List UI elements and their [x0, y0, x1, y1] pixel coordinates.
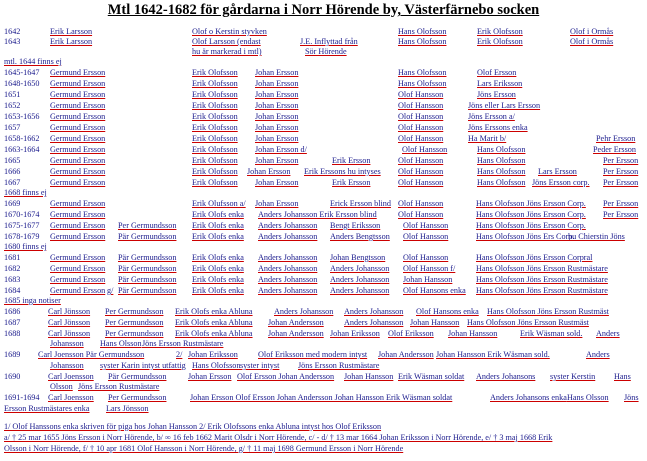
- name-cell: Hans Olsson: [100, 339, 142, 348]
- name-cell: Olof Hansson: [398, 167, 444, 176]
- name-cell: Hans Olofsson: [398, 37, 447, 46]
- name-cell: Anders: [596, 329, 620, 338]
- table-row: [0, 178, 647, 188]
- name-cell: Johan Hansson: [344, 372, 394, 381]
- name-cell: Germund Ersson: [50, 221, 106, 230]
- name-cell: Erik Olofsson: [192, 101, 238, 110]
- name-cell: Erick Ersson blind: [330, 199, 391, 208]
- name-cell: Hans Olofsson: [398, 27, 447, 36]
- name-cell: Hans Olofsson Jöns Ersson Rustmästare: [476, 275, 608, 284]
- name-cell: Per Germundsson: [105, 329, 164, 338]
- name-cell: Anders Johansson: [274, 307, 334, 316]
- year-cell: 1688: [4, 329, 21, 338]
- name-cell: Hans Olofsson Jöns Ersson Rustmästare: [476, 264, 608, 273]
- name-cell: Erik Olofs enka: [192, 232, 244, 241]
- year-cell: 1666: [4, 167, 21, 176]
- name-cell: Jöns Ersson Rustmästare: [78, 382, 160, 391]
- name-cell: Olsson: [50, 382, 73, 391]
- table-row: [0, 296, 647, 306]
- table-row: [0, 79, 647, 89]
- name-cell: Olof Larsson (endast: [192, 37, 261, 46]
- name-cell: Hans Olofsson: [398, 79, 447, 88]
- name-cell: Hans Olofsson Jöns Ersson Corpral: [476, 253, 593, 262]
- name-cell: Olof o Kerstin styvken: [192, 27, 267, 36]
- name-cell: Hans Olofsson: [398, 68, 447, 77]
- table-row: [0, 242, 647, 252]
- table-row: [0, 275, 647, 285]
- table-row: [0, 68, 647, 78]
- name-cell: Pehr Ersson: [596, 134, 636, 143]
- name-cell: Olof Ersson Johan Andersson: [237, 372, 335, 381]
- year-cell: 1652: [4, 101, 21, 110]
- name-cell: Lars Ersson: [538, 167, 577, 176]
- name-cell: Johan Andersson: [378, 350, 434, 359]
- name-cell: Pär Germundsson: [118, 253, 177, 262]
- table-row: [0, 253, 647, 263]
- name-cell: Germund Ersson: [50, 79, 106, 88]
- name-cell: Pär Germundsson: [118, 286, 177, 295]
- name-cell: Lars Jönsson: [106, 404, 149, 413]
- name-cell: Olof i Ormås: [570, 37, 614, 46]
- name-cell: Johan Bengtsson: [330, 253, 386, 262]
- year-cell: 1687: [4, 318, 21, 327]
- name-cell: Hans Olsson: [567, 393, 609, 402]
- name-cell: Erik Olofs enka: [192, 286, 244, 295]
- name-cell: Erik Olofsson: [192, 134, 238, 143]
- year-cell: 1691-1694: [4, 393, 40, 402]
- year-cell: 1681: [4, 253, 21, 262]
- name-cell: Anders Johansson: [258, 253, 318, 262]
- name-cell: Germund Ersson: [50, 275, 106, 284]
- name-cell: Anders Johansson: [330, 286, 390, 295]
- name-cell: Jöns Ersson Rustmästare: [142, 339, 224, 348]
- table-row: [0, 188, 647, 198]
- name-cell: Anders Johansson: [258, 232, 318, 241]
- name-cell: Olof Hansson: [402, 145, 448, 154]
- name-cell: Olof Hansson: [403, 221, 449, 230]
- name-cell: Jöns Ersson Rustmästare: [298, 361, 380, 370]
- name-cell: syster intyst: [240, 361, 280, 370]
- name-cell: Hans Olofsson Jöns Ersson Rustmäst: [467, 318, 589, 327]
- name-cell: Olof Hansson: [398, 210, 444, 219]
- name-cell: Johan Hansson: [403, 275, 453, 284]
- name-cell: Erik Olofs enka: [192, 221, 244, 230]
- year-cell: 1651: [4, 90, 21, 99]
- name-cell: Johan Eriksson: [330, 329, 380, 338]
- name-cell: mtl. 1644 finns ej: [4, 57, 62, 66]
- year-cell: 1663-1664: [4, 145, 40, 154]
- name-cell: Anders Bengtsson: [330, 232, 390, 241]
- name-cell: Olof Hansson: [398, 156, 444, 165]
- name-cell: Pär Germundsson: [108, 372, 167, 381]
- name-cell: Carl Jönsson: [48, 318, 91, 327]
- name-cell: Anders Johansson: [258, 264, 318, 273]
- name-cell: Jöns Ersson a/: [468, 112, 515, 121]
- name-cell: Germund Ersson: [50, 68, 106, 77]
- name-cell: Olof Hansson: [398, 90, 444, 99]
- name-cell: Anders Johansons: [476, 372, 536, 381]
- name-cell: Per Germundsson: [105, 318, 164, 327]
- year-cell: 1658-1662: [4, 134, 40, 143]
- name-cell: Johan Ersson: [188, 372, 232, 381]
- name-cell: Sör Hörende: [305, 47, 347, 56]
- name-cell: Anders Johansson: [258, 286, 318, 295]
- name-cell: Per Ersson: [603, 199, 639, 208]
- name-cell: Johan Ersson: [255, 199, 299, 208]
- name-cell: Erik Olofs enka: [192, 275, 244, 284]
- name-cell: Erik Larsson: [50, 37, 93, 46]
- year-cell: 1684: [4, 286, 21, 295]
- name-cell: Per Germundsson: [118, 221, 177, 230]
- table-row: [0, 37, 647, 47]
- name-cell: Germund Ersson: [50, 101, 106, 110]
- name-cell: Olof Hansons enka: [416, 307, 479, 316]
- table-row: [0, 145, 647, 155]
- name-cell: Olof Hansson: [403, 253, 449, 262]
- year-cell: 1643: [4, 37, 21, 46]
- name-cell: Peder Ersson: [593, 145, 636, 154]
- name-cell: Anders Johansons enka: [490, 393, 567, 402]
- name-cell: Hans Olofsson: [477, 156, 526, 165]
- name-cell: Jöns: [624, 393, 639, 402]
- name-cell: Carl Joensson: [48, 372, 94, 381]
- name-cell: Germund Ersson: [50, 264, 106, 273]
- name-cell: Olof Ersson: [477, 68, 517, 77]
- year-cell: 1689: [4, 350, 21, 359]
- name-cell: Johan Ersson d/: [255, 145, 307, 154]
- name-cell: Johan Ersson: [255, 123, 299, 132]
- year-cell: 1665: [4, 156, 21, 165]
- name-cell: Germund Ersson: [50, 90, 106, 99]
- name-cell: Per Ersson: [603, 167, 639, 176]
- name-cell: Johan Ersson: [255, 178, 299, 187]
- name-cell: Carl Joensson: [48, 393, 94, 402]
- name-cell: 2/: [176, 350, 183, 359]
- name-cell: Olof Hansson: [398, 112, 444, 121]
- name-cell: Jöns Erssons enka: [468, 123, 528, 132]
- name-cell: Per Ersson: [603, 178, 639, 187]
- name-cell: Jöns Ersson corp.: [532, 178, 590, 187]
- name-cell: g/: [107, 286, 114, 295]
- name-cell: Anders Johansson: [258, 221, 318, 230]
- name-cell: Erik Olofsson: [192, 167, 238, 176]
- table-row: [0, 318, 647, 328]
- footnote-line: 1/ Olof Hanssons enka skriven för piga hos Johan Hansson 2/ Erik Olofssons enka Abluna intyst hos Olof Eriksson: [4, 422, 382, 431]
- name-cell: Erik Ersson: [332, 156, 371, 165]
- name-cell: Jöns eller Lars Ersson: [468, 101, 541, 110]
- name-cell: Hans Olofsson Jöns Ersson Rustmäst: [487, 307, 609, 316]
- name-cell: Anders Johansson: [330, 275, 390, 284]
- table-row: [0, 90, 647, 100]
- name-cell: Johansson: [50, 339, 84, 348]
- year-cell: 1667: [4, 178, 21, 187]
- name-cell: Erik Olofsson: [192, 178, 238, 187]
- name-cell: Erik Olofs enka: [192, 253, 244, 262]
- year-cell: 1690: [4, 372, 21, 381]
- table-row: [0, 372, 647, 382]
- name-cell: Johan Ersson: [255, 112, 299, 121]
- table-row: [0, 167, 647, 177]
- name-cell: Erik Olofsson: [192, 90, 238, 99]
- table-row: [0, 101, 647, 111]
- name-cell: Erik Olofsson: [477, 37, 523, 46]
- name-cell: Johan Ersson: [255, 101, 299, 110]
- name-cell: Hans Olofsson: [477, 178, 526, 187]
- name-cell: Erik Olofs enka Abluna: [175, 307, 253, 316]
- name-cell: Bengt Eriksson: [330, 221, 381, 230]
- year-cell: 1645-1647: [4, 68, 40, 77]
- name-cell: Hans Olofsson Jöns Ersson Corp.: [476, 199, 586, 208]
- name-cell: J.E. Inflyttad från: [300, 37, 358, 46]
- table-row: [0, 57, 647, 67]
- name-cell: Per Ersson: [603, 156, 639, 165]
- name-cell: Carl Jönsson: [48, 329, 91, 338]
- name-cell: Erik Olofs enka Abluna: [175, 329, 253, 338]
- name-cell: Erik Olofsson: [192, 79, 238, 88]
- table-row: [0, 221, 647, 231]
- page-title: Mtl 1642-1682 för gårdarna i Norr Hörende by, Västerfärnebo socken: [107, 2, 540, 18]
- name-cell: Erik Olofsson: [192, 123, 238, 132]
- table-row: [0, 382, 647, 392]
- name-cell: Anders Johansson: [344, 307, 404, 316]
- table-row: [0, 393, 647, 403]
- name-cell: Hans Olofsson Jöns Ers Corp.: [476, 232, 575, 241]
- name-cell: Johan Ersson: [255, 79, 299, 88]
- name-cell: Johan Andersson: [268, 318, 324, 327]
- name-cell: Johan Ersson: [255, 68, 299, 77]
- name-cell: Johan Eriksson: [188, 350, 238, 359]
- table-row: [0, 232, 647, 242]
- name-cell: Olof Hansson: [398, 123, 444, 132]
- name-cell: Erik Olufsson a/: [192, 199, 246, 208]
- name-cell: Johan Ersson: [255, 90, 299, 99]
- name-cell: Hans Olofsson: [477, 145, 526, 154]
- year-cell: 1686: [4, 307, 21, 316]
- table-row: [0, 350, 647, 360]
- table-row: [0, 404, 647, 414]
- name-cell: Hans Olofsson Jöns Ersson Corp.: [476, 210, 586, 219]
- name-cell: Germund Ersson: [50, 178, 106, 187]
- name-cell: Johan Ersson: [247, 167, 291, 176]
- name-cell: Anders Johansson: [330, 264, 390, 273]
- name-cell: Hans: [614, 372, 631, 381]
- name-cell: syster Kerstin: [550, 372, 596, 381]
- name-cell: Germund Ersson: [50, 167, 106, 176]
- name-cell: Erik Olofs enka: [192, 210, 244, 219]
- name-cell: Johan Andersson: [268, 329, 324, 338]
- name-cell: Ha Marit b/: [468, 134, 507, 143]
- name-cell: Olof Hansons enka: [403, 286, 466, 295]
- table-row: [0, 361, 647, 371]
- name-cell: Germund Ersson: [50, 286, 106, 295]
- name-cell: Erik Olofsson: [192, 68, 238, 77]
- name-cell: Olof Eriksson med modern intyst: [258, 350, 368, 359]
- name-cell: Olof Hansson: [398, 178, 444, 187]
- name-cell: Anders Johansson Erik Ersson blind: [258, 210, 377, 219]
- name-cell: Erik Erssons hu intyses: [304, 167, 381, 176]
- table-row: [0, 264, 647, 274]
- table-row: [0, 47, 647, 57]
- name-cell: Erik Olofs enka Abluna: [175, 318, 253, 327]
- name-cell: Johan Hansson: [410, 318, 460, 327]
- name-cell: Erik Olofsson: [192, 112, 238, 121]
- name-cell: Erik Olofs enka: [192, 264, 244, 273]
- table-row: [0, 123, 647, 133]
- name-cell: Johan Ersson Olof Ersson Johan Andersson Johan Hansson Erik Wäsman soldat: [190, 393, 453, 402]
- name-cell: Carl Jönsson: [48, 307, 91, 316]
- name-cell: Olof Hansson: [398, 199, 444, 208]
- name-cell: Hans Olofsson: [192, 361, 241, 370]
- table-row: [0, 210, 647, 220]
- name-cell: Olof i Ormås: [570, 27, 614, 36]
- name-cell: Germund Ersson: [50, 145, 106, 154]
- name-cell: syster Karin intyst utfattig: [100, 361, 186, 370]
- year-cell: 1669: [4, 199, 21, 208]
- name-cell: Olof Hansson f/: [403, 264, 456, 273]
- name-cell: Anders Johansson: [258, 275, 318, 284]
- table-row: [0, 27, 647, 37]
- name-cell: Anders: [586, 350, 610, 359]
- name-cell: Johan Hansson Erik Wäsman sold.: [436, 350, 550, 359]
- year-cell: 1683: [4, 275, 21, 284]
- name-cell: Erik Olofsson: [477, 27, 523, 36]
- name-cell: Germund Ersson: [50, 112, 106, 121]
- table-row: [0, 112, 647, 122]
- name-cell: Olof Hansson: [403, 232, 449, 241]
- table-row: [0, 339, 647, 349]
- name-cell: Johan Ersson: [255, 134, 299, 143]
- name-cell: Hans Olofsson: [477, 167, 526, 176]
- name-cell: Germund Ersson: [50, 134, 106, 143]
- table-row: [0, 156, 647, 166]
- name-cell: Lars Eriksson: [477, 79, 523, 88]
- name-cell: Per Germundsson: [108, 393, 167, 402]
- table-row: [0, 134, 647, 144]
- name-cell: Per Germundsson: [105, 307, 164, 316]
- name-cell: hu Chierstin Jöns: [568, 232, 625, 241]
- name-cell: Erik Olofsson: [192, 156, 238, 165]
- name-cell: Erik Wäsman sold.: [520, 329, 583, 338]
- name-cell: Olof Eriksson: [388, 329, 434, 338]
- name-cell: Germund Ersson: [50, 210, 106, 219]
- year-cell: 1670-1674: [4, 210, 40, 219]
- name-cell: Germund Ersson: [50, 232, 106, 241]
- name-cell: Jöns Ersson: [477, 90, 516, 99]
- name-cell: Johan Ersson: [255, 156, 299, 165]
- year-cell: 1648-1650: [4, 79, 40, 88]
- name-cell: 1685 inga notiser: [4, 296, 61, 305]
- name-cell: Carl Joensson Pär Germundsson: [38, 350, 145, 359]
- table-row: [0, 307, 647, 317]
- name-cell: Pär Germundsson: [118, 232, 177, 241]
- year-cell: 1675-1677: [4, 221, 40, 230]
- name-cell: 1668 finns ej: [4, 188, 47, 197]
- name-cell: Germund Ersson: [50, 123, 106, 132]
- table-row: [0, 286, 647, 296]
- name-cell: Ersson Rustmästares enka: [4, 404, 90, 413]
- name-cell: Erik Ersson: [332, 178, 371, 187]
- year-cell: 1642: [4, 27, 21, 36]
- table-row: [0, 329, 647, 339]
- name-cell: Germund Ersson: [50, 156, 106, 165]
- footnote-line: a/ † 25 mar 1655 Jöns Ersson i Norr Hörende, b/ ∞ 16 feb 1662 Marit Olsdr i Norr Hörende, c/ - d/ † 13 mar 1664 Johan Eriksson i Norr Hörende, e/ † 3 maj 1668 Erik: [4, 433, 553, 442]
- year-cell: 1653-1656: [4, 112, 40, 121]
- name-cell: Per Ersson: [603, 210, 639, 219]
- name-cell: Pär Germundsson: [118, 264, 177, 273]
- name-cell: Erik Olofsson: [192, 145, 238, 154]
- year-cell: 1682: [4, 264, 21, 273]
- name-cell: hu är markerad i mtl): [192, 47, 262, 56]
- name-cell: Pär Germundsson: [118, 275, 177, 284]
- name-cell: Germund Ersson: [50, 253, 106, 262]
- table-row: [0, 199, 647, 209]
- name-cell: Anders Johansson: [344, 318, 404, 327]
- name-cell: Johan Hansson: [448, 329, 498, 338]
- name-cell: Erik Larsson: [50, 27, 93, 36]
- footnote-line: Olsson i Norr Hörende, f/ † 10 apr 1681 Olof Hansson i Norr Hörende, g/ † 11 maj 1698 Germund Ersson i Norr Hörende: [4, 444, 404, 453]
- name-cell: Germund Ersson: [50, 199, 106, 208]
- name-cell: Johansson: [50, 361, 84, 370]
- year-cell: 1678-1679: [4, 232, 40, 241]
- name-cell: Olof Hansson: [398, 101, 444, 110]
- name-cell: Hans Olofsson Jöns Ersson Corp.: [476, 221, 586, 230]
- name-cell: Olof Hansson: [398, 134, 444, 143]
- name-cell: Erik Wäsman soldat: [398, 372, 465, 381]
- name-cell: 1680 finns ej: [4, 242, 47, 251]
- year-cell: 1657: [4, 123, 21, 132]
- name-cell: Hans Olofsson Jöns Ersson Rustmästare: [476, 286, 608, 295]
